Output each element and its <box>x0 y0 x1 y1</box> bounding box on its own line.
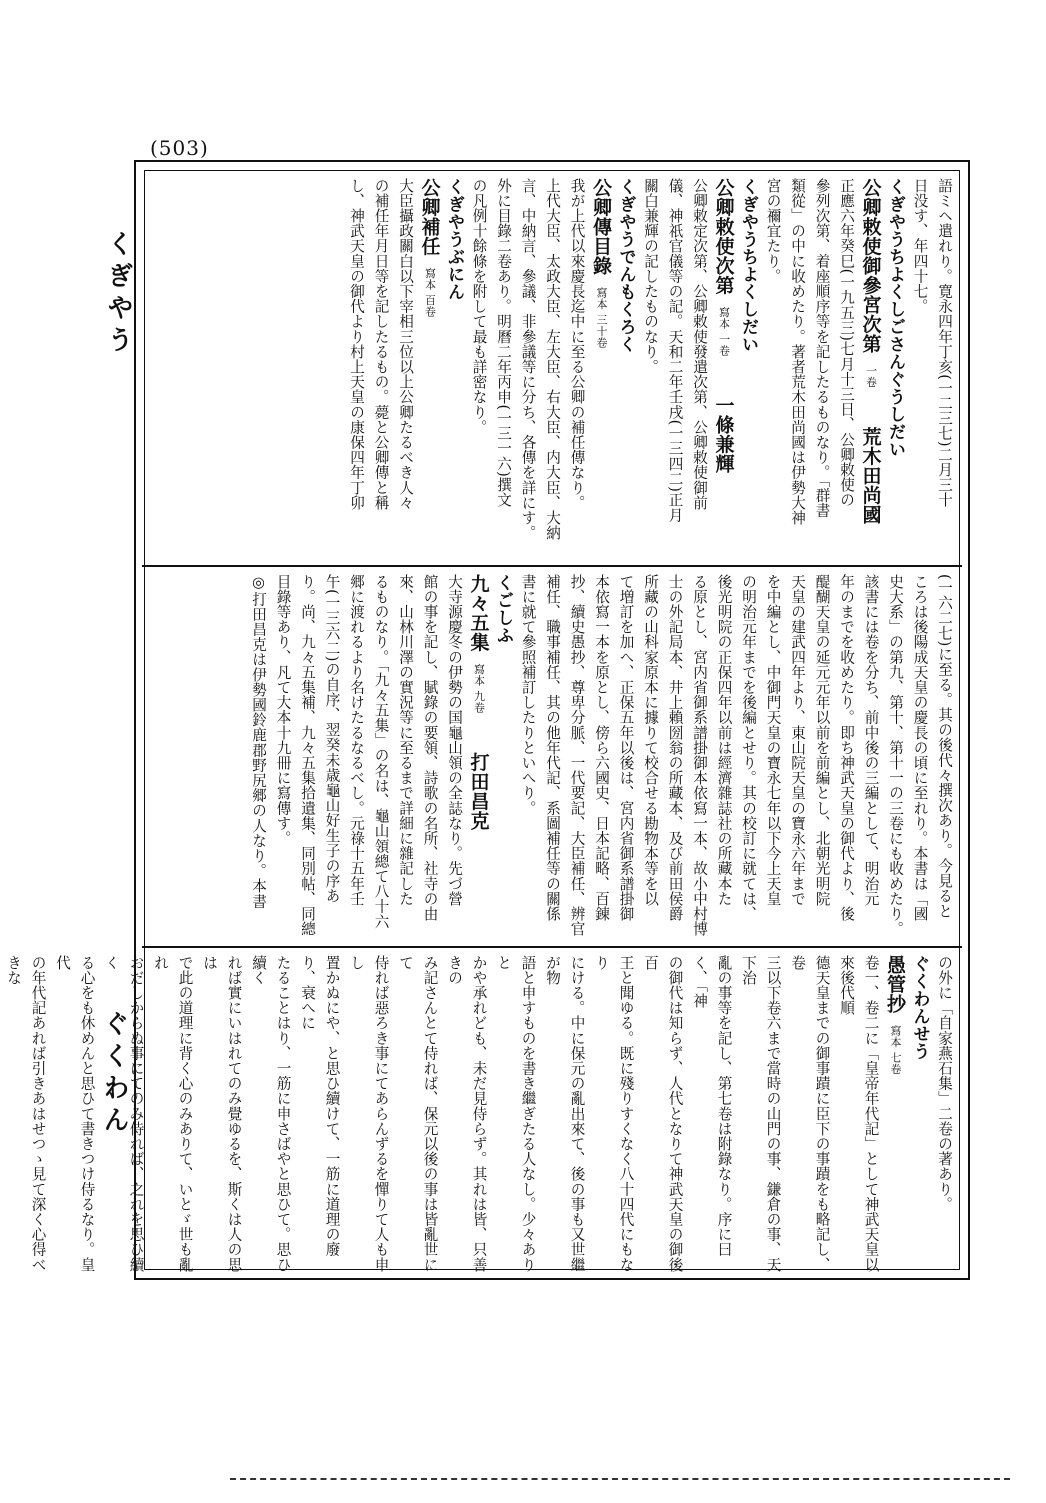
text-line: れば實にいはれてのみ覺ゆるを、斯くは人の思は <box>201 955 243 1273</box>
entry-title <box>883 955 908 1273</box>
entry-volume-note: 寫本 百卷 <box>423 256 437 318</box>
text-line: 儀、神祇官儀等の記。天和二年壬戌(一三四二)正月 <box>666 178 684 523</box>
text-line: 郷に渡れるより名けたるなるべし。元祿十五年壬 <box>348 574 365 907</box>
entry-reading: くぎやうぶにん <box>444 178 464 301</box>
section-divider-1 <box>142 565 962 567</box>
entry-title-text: 公卿敕使御參宮次第 <box>859 178 882 354</box>
entry-title <box>589 178 614 560</box>
text-line: 我が上代以來慶長迄中に至る公卿の補任傳なり。 <box>568 178 586 511</box>
text-line: るものなり。「九々五集」の名は、龜山領總て八十六 <box>372 574 390 930</box>
text-line: の凡例十餘條を附して最も詳密なり。 <box>470 178 488 435</box>
entry-author: 荒木田尚國 <box>859 388 882 525</box>
text-line: り。尚、九々五集補、九々五集拾遺集、同別帖、同總 <box>299 574 316 937</box>
page-number: (503) <box>150 136 209 160</box>
text-line: おだしからぬ事にてのみ侍れば、之れを思ひ續く <box>103 955 145 1273</box>
text-line: し、神武天皇の御代より村上天皇の康保四年丁卯 <box>348 178 365 511</box>
text-line: 公卿敕定次第、公卿敕使發遣次第、公卿敕使御前 <box>691 178 708 511</box>
entry-title-text: 愚管抄 <box>884 955 906 1014</box>
text-line: 關白兼輝の記したものなり。 <box>642 178 659 375</box>
text-line: 類從」の中に收めたり。著者荒木田尚國は伊勢大神 <box>789 178 806 526</box>
entry-volume-note: 寫本 三十卷 <box>595 275 608 349</box>
entry-title-text: 九々五集 <box>467 574 490 652</box>
text-line: ころは後陽成天皇の慶長の頃に至れり。本書は「國 <box>911 574 929 922</box>
text-line: 言、中納言、參議、非參議等に分ち、各傳を詳にす。 <box>519 178 537 541</box>
entry-reading: ぐくわんせう <box>909 955 930 1060</box>
entry-reading: くごしふ <box>493 574 513 644</box>
text-line: で此の道理に背く心のみありて、いとゞ世も亂れ <box>152 955 194 1273</box>
entry-title <box>417 178 442 560</box>
entry-column-bottom <box>5 955 956 1273</box>
text-line: 語ミヘ遣れり。寛永四年丁亥(一二三七)二月三十 <box>936 178 953 508</box>
entry-volume-note: 寫本 九卷 <box>472 652 486 714</box>
text-line: 上代大臣、太政大臣、左大臣、右大臣、内大臣、大納 <box>544 178 561 541</box>
text-line: 天皇の建武四年より、東山院天皇の寶永六年まで <box>789 574 806 907</box>
text-line: 三以下卷六まで當時の山門の事、鎌倉の事、天下治 <box>740 955 782 1273</box>
text-line: 大寺源慶冬の伊勢の国龜山領の全誌なり。先づ營 <box>446 574 463 907</box>
text-line: 外に目錄二卷あり。明曆二年丙申(一三一六)撰文 <box>495 178 512 508</box>
entry-column-middle <box>150 574 956 940</box>
text-line: かや承れども、未だ見侍らず。其れは皆、只善きの <box>446 955 488 1273</box>
entry-title <box>711 178 736 560</box>
entry-reading: くぎやうちよくしごさんぐうしだい <box>885 178 905 458</box>
text-line: 目錄等あり、凡て大本十九冊に寫傳す。 <box>274 574 292 846</box>
entry-volume-note: 一卷 <box>864 353 878 388</box>
entry-reading: くぎやうちよくしだい <box>738 178 758 353</box>
text-line: 卷一、卷二に「皇帝年代記」として神武天皇以來後代順 <box>838 955 880 1273</box>
text-line: 該書には卷を分ち、前中後の三編として、明治元 <box>862 574 880 907</box>
text-line: 本依寫一本を原とし、傍ら六國史、日本記略、百錬 <box>593 574 610 922</box>
entry-volume-note: 寫本 七卷 <box>889 1013 902 1075</box>
entry-title <box>858 178 883 560</box>
text-line: (一六二七)に至る。其の後代々撰次あり。今見ると <box>936 574 953 919</box>
text-line: 史大系」の第九、第十、第十一の三卷にも收めたり。 <box>887 574 904 937</box>
page-bottom-dashes <box>230 1478 1010 1480</box>
text-line: 置かぬにや、と思ひ續けて、一筋に道理の廢り、衰へに <box>299 955 341 1257</box>
text-line: る原とし、宮内省御系譜掛御本依寫一本、故小中村博 <box>691 574 708 937</box>
text-line: 宮の禰宜たり。 <box>764 178 782 284</box>
side-label-top: くぎやう <box>103 230 133 358</box>
entry-title-text: 公卿補任 <box>418 178 441 256</box>
entry-author: 打田昌克 <box>467 713 490 831</box>
text-line: 年のまでを收めたり。即ち神武天皇の御代より、後 <box>838 574 855 922</box>
text-line: て増訂を加へ、正保五年以後は、宮内省御系譜掛御 <box>617 574 635 922</box>
text-line: 侍れば惡ろき事にてあらんずるを憚りて人も申し <box>348 955 390 1273</box>
text-line: 德天皇までの御事蹟に臣下の事蹟をも略記し、卷 <box>789 955 831 1273</box>
text-line: たることはり、一筋に申さばやと思ひて。思ひ續く <box>250 955 292 1273</box>
text-line: 午(一三六二)の自序、翌癸未歳龜山好生子の序あ <box>323 574 341 904</box>
text-line: 亂の事等を記し、第七卷は附錄なり。序に曰く、「神 <box>691 955 733 1257</box>
text-line: 所藏の山科家原本に據りて校合せる勘物本等を以 <box>642 574 659 907</box>
text-line: の御代は知らず、人代となりて神武天皇の御後百 <box>642 955 684 1273</box>
entry-volume-note: 寫本 一卷 <box>717 295 731 357</box>
section-divider-2 <box>142 946 962 948</box>
text-line: 王と聞ゆる。既に殘りすくなく八十四代にもなり <box>593 955 635 1273</box>
entry-column-top <box>150 178 956 560</box>
text-line: の補任年月日等を記したるもの。薨と公卿傳と稱 <box>372 178 390 511</box>
text-line: る心をも休めんと思ひて書きつけ侍るなり。皇代 <box>54 955 96 1273</box>
text-line: 館の事を記し、賦錄の要領、詩歌の名所、社寺の由 <box>421 574 439 922</box>
entry-author: 一條兼輝 <box>712 356 735 474</box>
text-line: の外に「自家燕石集」二卷の著あり。 <box>936 955 953 1212</box>
text-line: 參列次第、着座順序等を記したるものなり。「群書 <box>813 178 831 518</box>
text-line: を中編とし、中御門天皇の寶永七年以下今上天皇 <box>764 574 782 907</box>
entry-title-text: 公卿傳目錄 <box>590 178 612 276</box>
text-line: み記さんとて侍れば、保元以後の事は皆亂世にて <box>397 955 439 1273</box>
text-line: 後光明院の正保四年以前は經濟雜誌社の所藏本た <box>715 574 733 907</box>
text-line: 抄、續史愚抄、尊卑分脈、一代要記、大臣補任、辨官 <box>568 574 586 937</box>
text-line: 士の外記局本、井上賴圀翁の所藏本、及び前田侯爵 <box>666 574 684 922</box>
text-line: の年代記あれば引きあはせつゝ見て深く心得べきな <box>5 955 47 1273</box>
text-line: にける。中に保元の亂出來て、後の事も又世繼が物 <box>544 955 586 1273</box>
text-line: ◎打田昌克は伊勢國鈴鹿郡野尻郷の人なり。本書 <box>250 574 267 909</box>
text-line: 醍醐天皇の延元元年以前を前編とし、北朝光明院 <box>813 574 831 907</box>
text-line: 正應六年癸巳(一九五三)七月十三日、公卿敕使の <box>838 178 855 508</box>
text-line: の明治元年までを後編とせり。其の校訂に就ては、 <box>740 574 757 922</box>
text-line: 日没す、年四十七。 <box>911 178 929 314</box>
text-line: 大臣攝政關白以下宰相三位以上公卿たるべき人々 <box>397 178 414 511</box>
text-line: 補任、職事補任、其の他年代記、系圖補任等の關係 <box>544 574 561 922</box>
entry-title-text: 公卿敕使次第 <box>712 178 735 295</box>
text-line: 書に就て參照補訂したりといへり。 <box>519 574 537 816</box>
side-label-bottom: ぐくわん <box>99 1010 129 1138</box>
text-line <box>0 955 1 1273</box>
text-line: 來、山林川澤の實況等に至るまで詳細に雜記した <box>397 574 414 907</box>
entry-reading: くぎやうでんもくろく <box>615 178 636 353</box>
entry-title <box>466 574 491 940</box>
text-line: 語と申すものを書き繼ぎたる人なし。少々ありと <box>495 955 537 1273</box>
